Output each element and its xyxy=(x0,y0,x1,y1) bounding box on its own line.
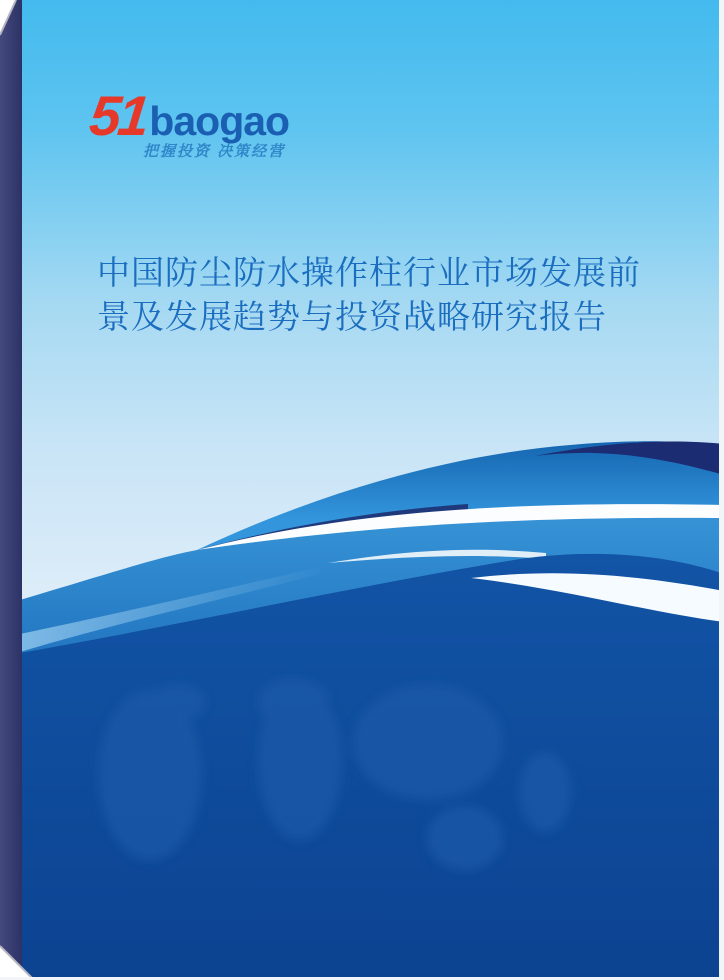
logo-prefix-51: 51 xyxy=(86,84,150,147)
report-title xyxy=(97,251,677,339)
logo-wordmark: baogao xyxy=(149,98,290,144)
title-line-2: 景及发展趋势与投资战略研究报告 xyxy=(97,298,607,335)
brand-logo xyxy=(86,84,290,147)
right-page-edge xyxy=(719,0,724,980)
title-line-1: 中国防尘防水操作柱行业市场发展前 xyxy=(97,254,641,291)
book-spine xyxy=(0,0,22,980)
logo-tagline: 把握投资 决策经营 xyxy=(143,143,286,160)
